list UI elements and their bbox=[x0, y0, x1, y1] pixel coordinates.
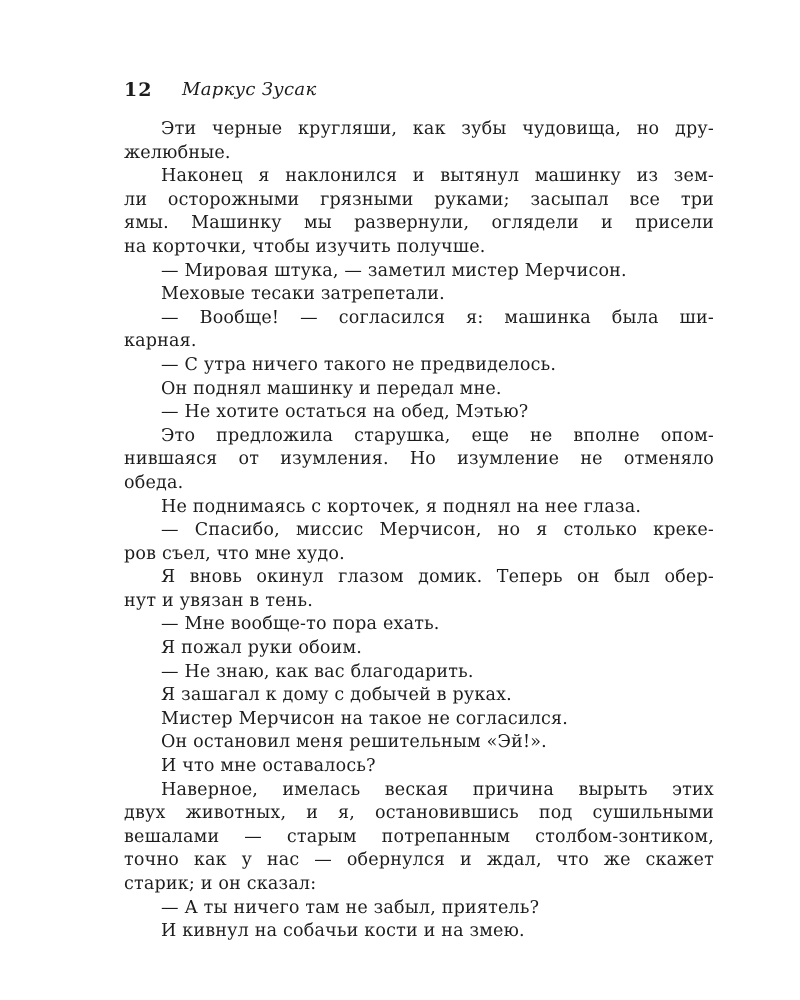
text-line: Не поднимаясь с корточек, я поднял на нее глаза. bbox=[161, 496, 642, 517]
text-line: обеда. bbox=[124, 472, 184, 493]
text-line: — Мне вообще-то пора ехать. bbox=[161, 614, 440, 635]
text-line: Он остановил меня решительным «Эй!». bbox=[161, 732, 547, 753]
text-line: Наконец я наклонился и вытянул машинку из зем- bbox=[161, 166, 714, 187]
text-line: карная. bbox=[124, 331, 197, 352]
text-line: — Мировая штука, — заметил мистер Мерчисон. bbox=[161, 260, 627, 281]
text-line: нившаяся от изумления. Но изумление не отменяло bbox=[124, 449, 714, 470]
text-line: Я зашагал к дому с добычей в руках. bbox=[161, 685, 512, 706]
text-line: — Спасибо, миссис Мерчисон, но я столько креке- bbox=[161, 520, 714, 541]
running-head-author: Маркус Зусак bbox=[182, 79, 317, 100]
text-line: на корточки, чтобы изучить получше. bbox=[124, 236, 486, 257]
body-text bbox=[124, 118, 714, 944]
text-line: Мистер Мерчисон на такое не согласился. bbox=[161, 708, 569, 729]
text-line: И что мне оставалось? bbox=[161, 756, 376, 777]
text-line: старик; и он сказал: bbox=[124, 874, 317, 894]
text-line: двух животных, и я, остановившись под сушильными bbox=[124, 803, 714, 824]
text-line: И кивнул на собачьи кости и на змею. bbox=[161, 921, 525, 942]
text-line: ров съел, что мне худо. bbox=[124, 543, 345, 564]
text-line: нут и увязан в тень. bbox=[124, 590, 314, 611]
text-line: ямы. Машинку мы развернули, оглядели и присели bbox=[124, 213, 714, 234]
text-line: Это предложила старушка, еще не вполне опом- bbox=[161, 425, 714, 446]
text-line: точно как у нас — обернулся и ждал, что же скажет bbox=[124, 850, 714, 871]
text-line: вешалами — старым потрепанным столбом-зонтиком, bbox=[124, 826, 714, 847]
text-line: Он поднял машинку и передал мне. bbox=[161, 378, 502, 399]
page-number: 12 bbox=[124, 79, 153, 101]
text-line: Меховые тесаки затрепетали. bbox=[161, 284, 445, 305]
text-line: желюбные. bbox=[124, 142, 231, 163]
text-line: ли осторожными грязными руками; засыпал все три bbox=[124, 189, 714, 210]
text-line: Я пожал руки обоим. bbox=[161, 638, 363, 659]
text-line: Эти черные кругляши, как зубы чудовища, но дру- bbox=[161, 119, 714, 139]
text-line: — Не знаю, как вас благодарить. bbox=[161, 661, 474, 682]
text-line: — С утра ничего такого не предвиделось. bbox=[161, 354, 557, 375]
text-line: — Вообще! — согласился я: машинка была ши- bbox=[161, 307, 714, 328]
text-line: Я вновь окинул глазом домик. Теперь он был обер- bbox=[161, 567, 714, 588]
text-line: Наверное, имелась веская причина вырыть этих bbox=[161, 779, 714, 800]
text-line: — Не хотите остаться на обед, Мэтью? bbox=[161, 402, 529, 423]
text-line: — А ты ничего там не забыл, приятель? bbox=[161, 897, 540, 918]
